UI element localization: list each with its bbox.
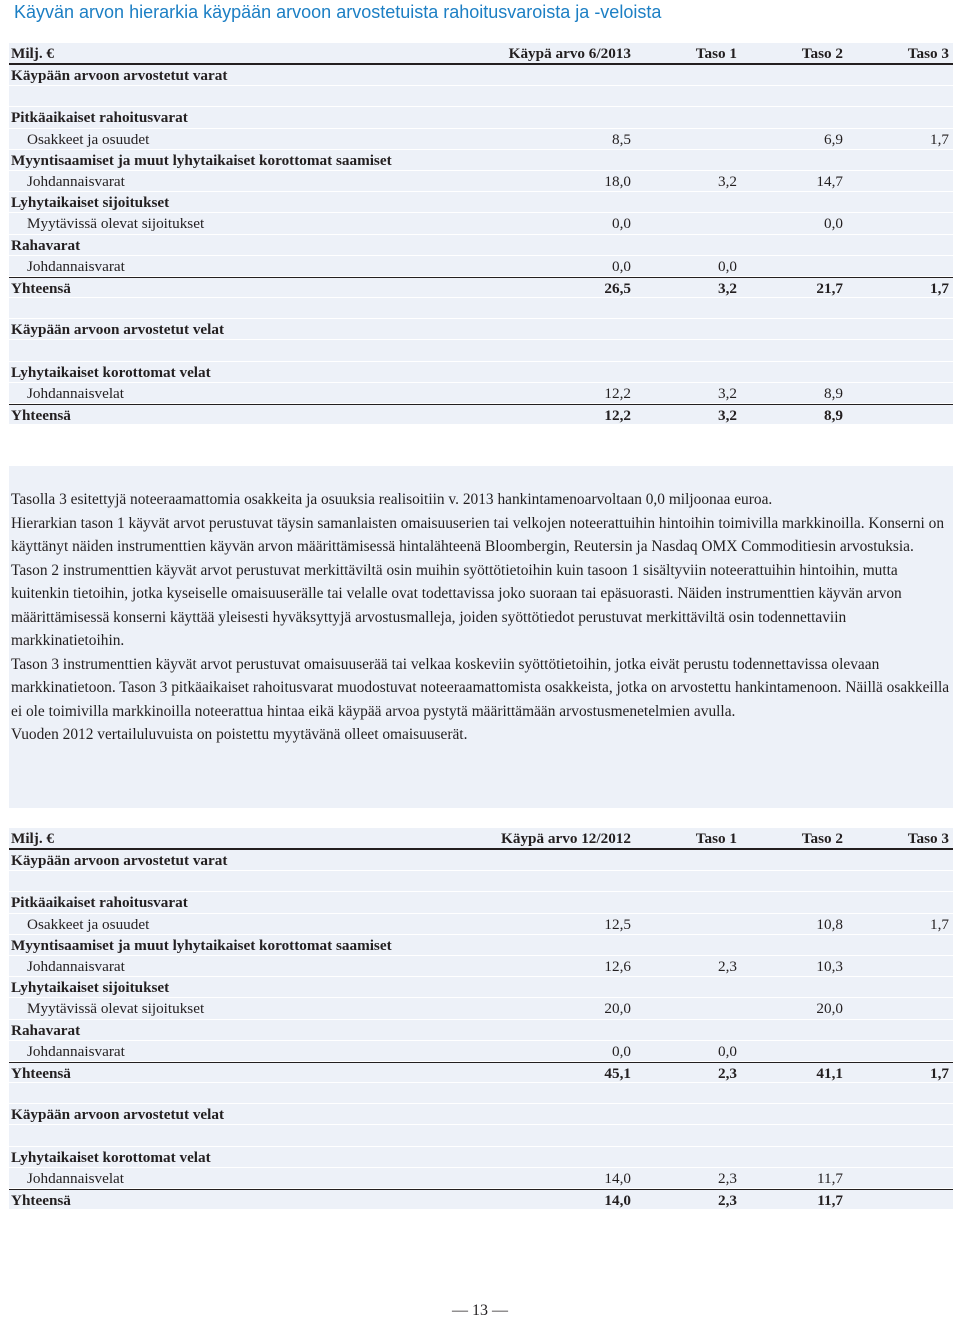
row-label: Rahavarat <box>11 1021 81 1039</box>
column-header: Taso 1 <box>695 45 737 62</box>
column-header: Taso 2 <box>801 830 843 847</box>
table-spacer <box>9 871 953 892</box>
row-label: Johdannaisvelat <box>27 384 125 402</box>
column-header: Käypä arvo 12/2012 <box>501 830 631 847</box>
row-label: Myyntisaamiset ja muut lyhytaikaiset korottomat saamiset <box>11 151 392 169</box>
cell-value: 21,7 <box>816 279 843 297</box>
table-row <box>9 319 953 340</box>
row-label: Yhteensä <box>11 1192 71 1209</box>
column-header: Taso 3 <box>907 45 949 62</box>
table-row <box>9 150 953 171</box>
row-label: Myytävissä olevat sijoitukset <box>27 1000 205 1018</box>
cell-value: 1,7 <box>930 1064 949 1082</box>
table-row <box>9 1104 953 1125</box>
table-row <box>9 1020 953 1041</box>
page-title: Käyvän arvon hierarkia käypään arvoon arvostetuista rahoitusvaroista ja -veloista <box>14 2 662 22</box>
table-row <box>9 1168 953 1189</box>
cell-value: 8,9 <box>824 407 843 424</box>
table-row <box>9 129 953 150</box>
fair-value-table-2013 <box>9 43 953 425</box>
cell-value: 1,7 <box>930 279 949 297</box>
cell-value: 10,8 <box>816 915 843 933</box>
cell-value: 2,3 <box>718 1169 737 1187</box>
table-row <box>9 235 953 256</box>
table-row <box>9 107 953 128</box>
row-label: Käypään arvoon arvostetut varat <box>11 852 228 869</box>
table-row <box>9 1062 953 1083</box>
cell-value: 20,0 <box>816 1000 843 1018</box>
row-label: Osakkeet ja osuudet <box>27 915 150 933</box>
fair-value-table-2012 <box>9 828 953 1210</box>
cell-value: 12,2 <box>604 384 631 402</box>
table-row <box>9 892 953 913</box>
cell-value: 14,7 <box>816 172 843 190</box>
table-row <box>9 362 953 383</box>
row-label: Johdannaisvarat <box>27 257 125 275</box>
cell-value: 14,0 <box>604 1169 631 1187</box>
cell-value: 3,2 <box>718 279 737 297</box>
cell-value: 0,0 <box>718 257 737 275</box>
note-paragraph: Tason 2 instrumenttien käyvät arvot perustuvat merkittäviltä osin muihin syöttötietoihin kuin tasoon 1 sisältyviin noteerattuihin hintoihin, mutta kuitenkin tietoihin, jotka kyseiselle omaisuuserälle tai velalle ovat todettavissa joko suoraan tai epäsuorasti. Näiden instrumenttien käyvän arvon määrittämisessä konserni käyttää yleisesti hyväksyttyjä arvostusmalleja, joiden syöttötiedot perustuvat merkittäviltä osin todennettaviin markkinatietoihin. <box>11 561 902 649</box>
cell-value: 26,5 <box>604 279 631 297</box>
cell-value: 41,1 <box>816 1064 843 1082</box>
row-label: Osakkeet ja osuudet <box>27 130 150 148</box>
row-label: Pitkäaikaiset rahoitusvarat <box>11 894 188 912</box>
row-label: Johdannaisvarat <box>27 172 125 190</box>
row-label: Yhteensä <box>11 407 71 424</box>
row-label: Käypään arvoon arvostetut velat <box>11 1106 225 1124</box>
cell-value: 6,9 <box>824 130 843 148</box>
page-number: — 13 — <box>452 1302 508 1319</box>
table-row <box>9 998 953 1019</box>
cell-value: 2,3 <box>718 1064 737 1082</box>
table-row <box>9 383 953 404</box>
table-row <box>9 1189 953 1210</box>
row-label: Pitkäaikaiset rahoitusvarat <box>11 109 188 127</box>
cell-value: 8,5 <box>612 130 631 148</box>
row-label: Rahavarat <box>11 236 81 254</box>
row-label: Lyhytaikaiset korottomat velat <box>11 363 211 381</box>
table-row <box>9 404 953 425</box>
table-header <box>9 828 953 850</box>
table-row <box>9 277 953 298</box>
table-row <box>9 850 953 871</box>
row-label: Lyhytaikaiset korottomat velat <box>11 1148 211 1166</box>
table-row <box>9 65 953 86</box>
cell-value: 12,5 <box>604 915 631 933</box>
cell-value: 11,7 <box>816 1169 843 1187</box>
table-row <box>9 914 953 935</box>
column-header: Taso 2 <box>801 45 843 62</box>
note-paragraph: Tason 3 instrumenttien käyvät arvot perustuvat omaisuuserää tai velkaa koskeviin syöttötietoihin, jotka eivät perustu todennettavissa olevaan markkinatietoon. Tason 3 pitkäaikaiset rahoitusvarat muodostuvat noteeraamattomista osakkeista, jotka on arvostettu hankintamenoon. Näillä osakkeilla ei ole toimivilla markkinoilla noteerattua hintaa eikä käypää arvoa pystytä määrittämään arvostusmenetelmien avulla. <box>11 655 950 720</box>
table-header <box>9 43 953 65</box>
note-paragraph: Vuoden 2012 vertailuluvuista on poistettu myytävänä olleet omaisuuserät. <box>11 726 468 743</box>
cell-value: 18,0 <box>604 172 631 190</box>
cell-value: 45,1 <box>604 1064 631 1082</box>
row-label: Lyhytaikaiset sijoitukset <box>11 194 170 212</box>
cell-value: 8,9 <box>824 384 843 402</box>
column-header: Taso 3 <box>907 830 949 847</box>
table-row <box>9 213 953 234</box>
cell-value: 1,7 <box>930 915 949 933</box>
cell-value: 0,0 <box>612 215 631 233</box>
table-row <box>9 935 953 956</box>
cell-value: 0,0 <box>824 215 843 233</box>
cell-value: 3,2 <box>718 172 737 190</box>
row-label: Yhteensä <box>11 1064 71 1082</box>
cell-value: 3,2 <box>718 407 737 424</box>
row-label: Johdannaisvarat <box>27 957 125 975</box>
table-row <box>9 256 953 277</box>
table-row <box>9 977 953 998</box>
column-header: Käypä arvo 6/2013 <box>508 45 631 62</box>
row-label: Yhteensä <box>11 279 71 297</box>
table-row <box>9 1041 953 1062</box>
row-label: Myyntisaamiset ja muut lyhytaikaiset korottomat saamiset <box>11 936 392 954</box>
unit-label: Milj. € <box>11 45 55 62</box>
table-row <box>9 192 953 213</box>
cell-value: 12,2 <box>604 407 631 424</box>
row-label: Lyhytaikaiset sijoitukset <box>11 979 170 997</box>
table-row <box>9 956 953 977</box>
table-spacer <box>9 1125 953 1146</box>
cell-value: 11,7 <box>817 1192 843 1209</box>
row-label: Käypään arvoon arvostetut varat <box>11 67 228 84</box>
cell-value: 1,7 <box>930 130 949 148</box>
row-label: Myytävissä olevat sijoitukset <box>27 215 205 233</box>
note-paragraph: Hierarkian tason 1 käyvät arvot perustuvat täysin samanlaisten omaisuuserien tai velkojen noteerattuihin hintoihin toimivilla markkinoilla. Konserni on käyttänyt näiden instrumenttien käyvän arvon määrittämisessä hintalähteenä Bloombergin, Reutersin ja Nasdaq OMX Commoditiesin arvostuksia. <box>11 514 945 555</box>
table-spacer <box>9 298 953 319</box>
cell-value: 0,0 <box>718 1042 737 1060</box>
table-spacer <box>9 340 953 361</box>
row-label: Johdannaisvarat <box>27 1042 125 1060</box>
table-row <box>9 171 953 192</box>
cell-value: 12,6 <box>604 957 631 975</box>
cell-value: 3,2 <box>718 384 737 402</box>
unit-label: Milj. € <box>11 830 55 847</box>
table-spacer <box>9 86 953 107</box>
cell-value: 2,3 <box>718 1192 737 1209</box>
cell-value: 10,3 <box>816 957 843 975</box>
cell-value: 2,3 <box>718 957 737 975</box>
note-paragraph: Tasolla 3 esitettyjä noteeraamattomia osakkeita ja osuuksia realisoitiin v. 2013 hankintamenoarvoltaan 0,0 miljoonaa euroa. <box>11 491 773 508</box>
column-header: Taso 1 <box>695 830 737 847</box>
notes-section <box>9 466 953 808</box>
table-spacer <box>9 1083 953 1104</box>
row-label: Johdannaisvelat <box>27 1169 125 1187</box>
cell-value: 0,0 <box>612 257 631 275</box>
cell-value: 0,0 <box>612 1042 631 1060</box>
table-row <box>9 1147 953 1168</box>
cell-value: 14,0 <box>604 1192 631 1209</box>
cell-value: 20,0 <box>604 1000 631 1018</box>
row-label: Käypään arvoon arvostetut velat <box>11 321 225 339</box>
